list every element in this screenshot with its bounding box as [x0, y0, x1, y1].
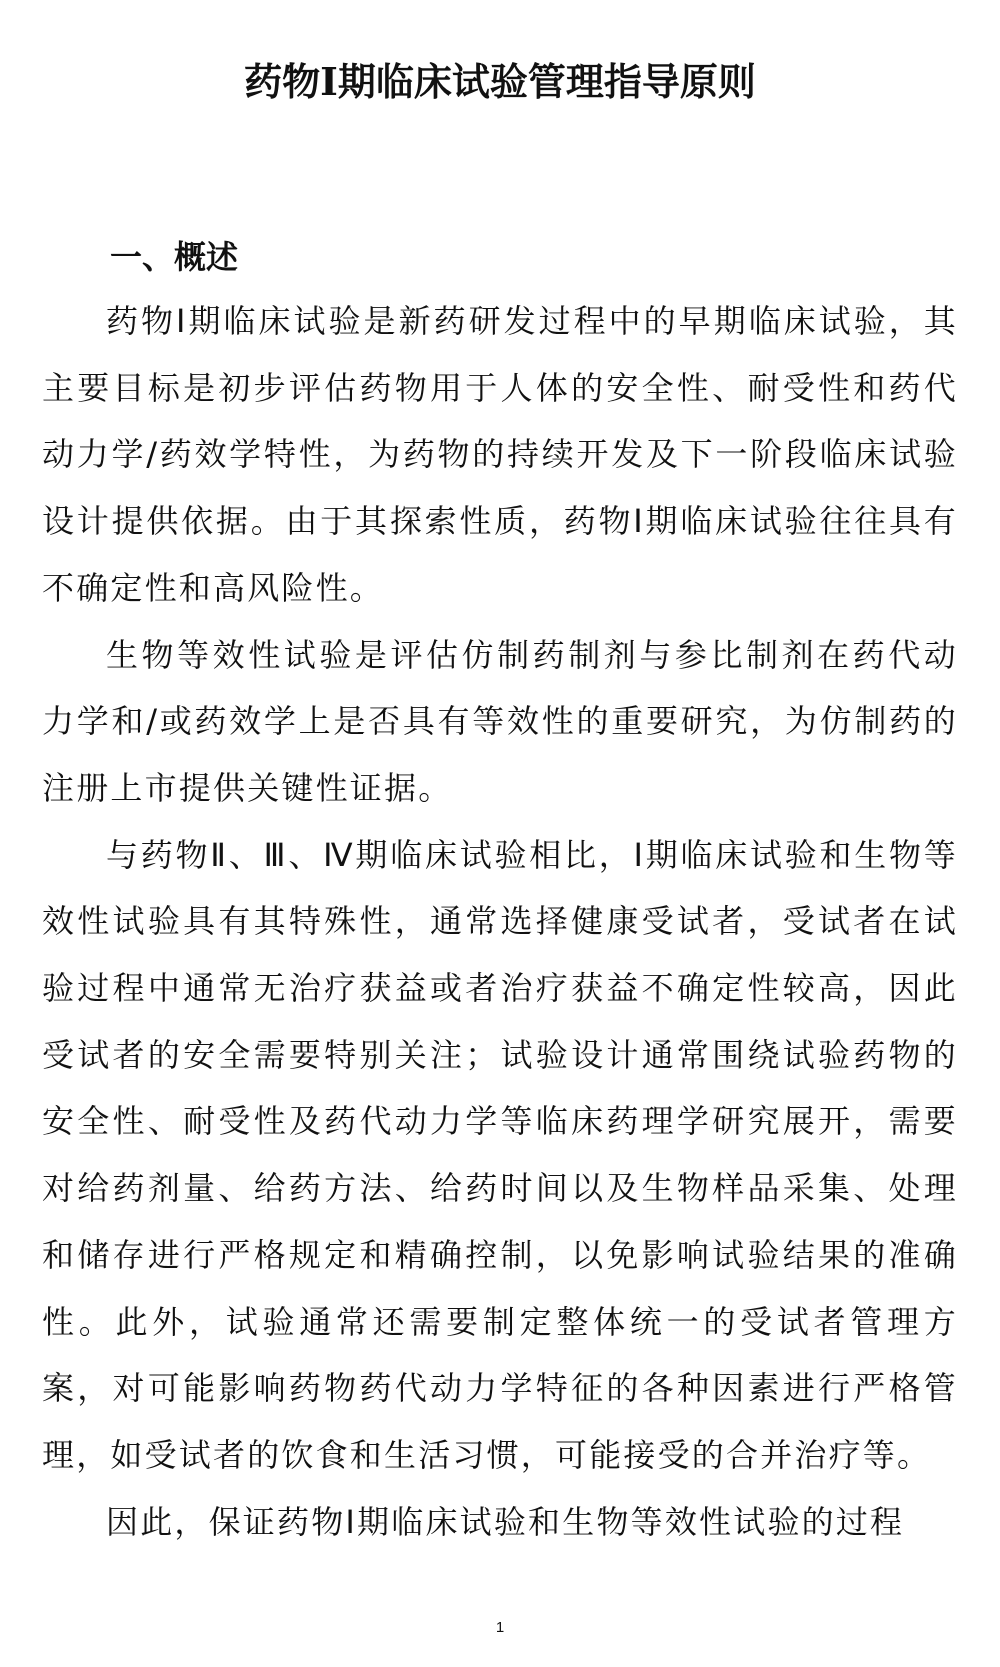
- section-heading: 一、概述: [110, 238, 239, 276]
- paragraph: 与药物Ⅱ、Ⅲ、Ⅳ期临床试验相比，Ⅰ期临床试验和生物等效性试验具有其特殊性，通常选择健康受试者，受试者在试验过程中通常无治疗获益或者治疗获益不确定性较高，因此受试者的安全需要特别关注；试验设计通常围绕试验药物的安全性、耐受性及药代动力学等临床药理学研究展开，需要对给药剂量、给药方法、给药时间以及生物样品采集、处理和储存进行严格规定和精确控制，以免影响试验结果的准确性。此外，试验通常还需要制定整体统一的受试者管理方案，对可能影响药物药代动力学特征的各种因素进行严格管理，如受试者的饮食和生活习惯，可能接受的合并治疗等。: [42, 835, 958, 1474]
- body-text: [42, 288, 958, 1555]
- page-number: 1: [495, 1619, 505, 1636]
- paragraph: 药物Ⅰ期临床试验是新药研发过程中的早期临床试验，其主要目标是初步评估药物用于人体的安全性、耐受性和药代动力学/药效学特性，为药物的持续开发及下一阶段临床试验设计提供依据。由于其探索性质，药物Ⅰ期临床试验往往具有不确定性和高风险性。: [42, 302, 958, 607]
- document-title: 药物Ⅰ期临床试验管理指导原则: [244, 59, 756, 104]
- paragraph: 因此，保证药物Ⅰ期临床试验和生物等效性试验的过程: [106, 1502, 905, 1541]
- paragraph: 生物等效性试验是评估仿制药制剂与参比制剂在药代动力学和/或药效学上是否具有等效性的重要研究，为仿制药的注册上市提供关键性证据。: [42, 635, 958, 807]
